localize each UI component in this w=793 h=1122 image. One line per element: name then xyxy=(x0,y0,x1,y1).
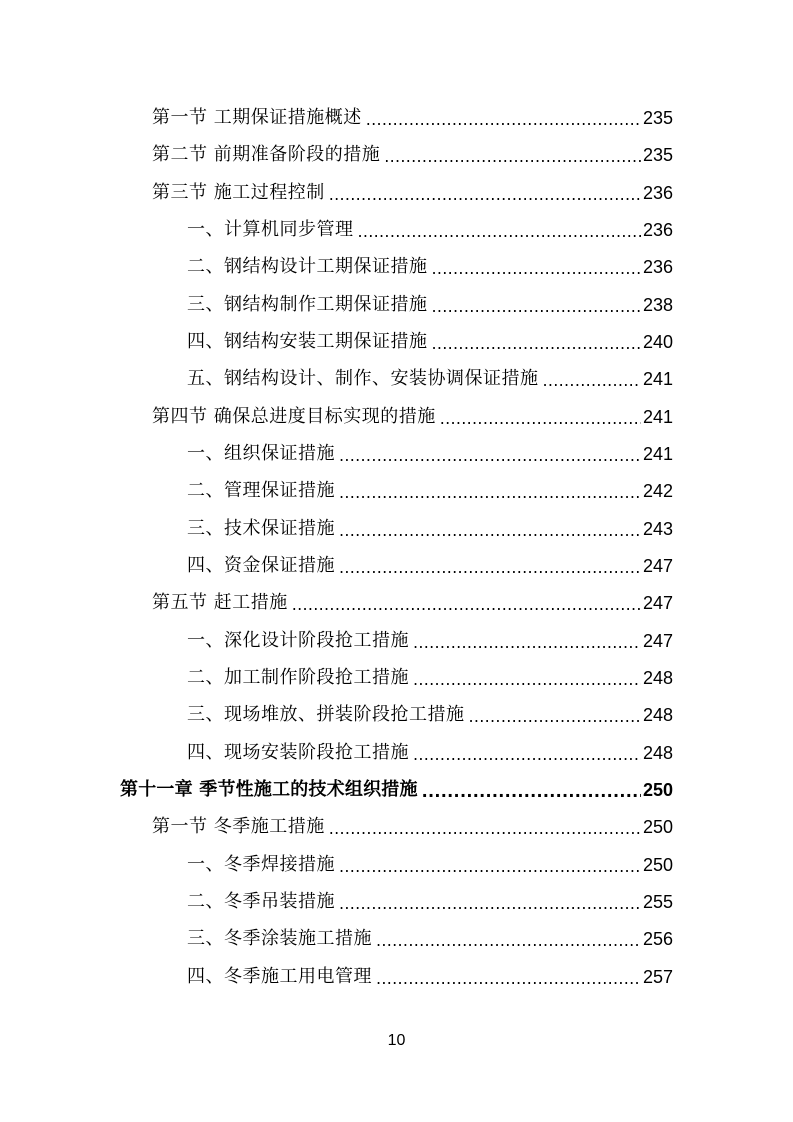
toc-entry[interactable] xyxy=(152,175,673,205)
toc-entry-page: 236 xyxy=(642,183,673,203)
toc-entry-page: 250 xyxy=(642,855,673,875)
toc-leader-dots xyxy=(339,479,641,503)
toc-entry-label: 四、钢结构安装工期保证措施 xyxy=(187,331,428,352)
toc-entry-label: 二、加工制作阶段抢工措施 xyxy=(187,667,409,688)
toc-entry[interactable] xyxy=(187,847,673,877)
toc-entry[interactable] xyxy=(187,921,673,951)
toc-leader-dots xyxy=(329,815,641,839)
toc-entry[interactable] xyxy=(187,548,673,578)
toc-leader-dots xyxy=(339,442,641,466)
toc-entry-page: 250 xyxy=(642,780,673,800)
toc-leader-dots xyxy=(432,255,641,279)
toc-leader-dots xyxy=(432,293,641,317)
toc-entry-page: 240 xyxy=(642,332,673,352)
toc-entry-page: 236 xyxy=(642,220,673,240)
toc-entry-label: 第二节 前期准备阶段的措施 xyxy=(152,144,381,165)
toc-entry-label: 一、计算机同步管理 xyxy=(187,219,354,240)
toc-leader-dots xyxy=(469,703,641,727)
toc-entry-label: 四、冬季施工用电管理 xyxy=(187,966,372,987)
toc-entry[interactable] xyxy=(187,361,673,391)
toc-entry-page: 247 xyxy=(642,556,673,576)
toc-entry-page: 243 xyxy=(642,519,673,539)
toc-entry-page: 257 xyxy=(642,967,673,987)
toc-entry-label: 第五节 赶工措施 xyxy=(152,592,288,613)
toc-entry-label: 第一节 冬季施工措施 xyxy=(152,816,325,837)
toc-entry[interactable] xyxy=(187,324,673,354)
toc-leader-dots xyxy=(376,927,641,951)
toc-entry-page: 241 xyxy=(642,444,673,464)
toc-leader-dots xyxy=(422,778,641,802)
toc-entry[interactable] xyxy=(152,585,673,615)
toc-entry-page: 247 xyxy=(642,631,673,651)
toc-entry[interactable] xyxy=(187,735,673,765)
toc-entry-label: 四、现场安装阶段抢工措施 xyxy=(187,742,409,763)
toc-leader-dots xyxy=(339,554,641,578)
page-number: 10 xyxy=(387,1032,406,1049)
toc-entry-label: 第四节 确保总进度目标实现的措施 xyxy=(152,406,436,427)
toc-entry[interactable] xyxy=(187,249,673,279)
toc-entry-page: 238 xyxy=(642,295,673,315)
toc-entry-page: 241 xyxy=(642,407,673,427)
toc-entry-label: 四、资金保证措施 xyxy=(187,555,335,576)
toc-entry-label: 一、组织保证措施 xyxy=(187,443,335,464)
toc-leader-dots xyxy=(339,853,641,877)
toc-entry-page: 247 xyxy=(642,593,673,613)
toc-entry-page: 235 xyxy=(642,145,673,165)
toc-entry-label: 三、钢结构制作工期保证措施 xyxy=(187,294,428,315)
toc-entry[interactable] xyxy=(152,399,673,429)
toc-entry-label: 三、技术保证措施 xyxy=(187,518,335,539)
toc-entry-page: 235 xyxy=(642,108,673,128)
toc-entry-page: 248 xyxy=(642,705,673,725)
toc-entry[interactable] xyxy=(187,623,673,653)
toc-leader-dots xyxy=(413,666,641,690)
toc-leader-dots xyxy=(543,367,641,391)
toc-entry-label: 第三节 施工过程控制 xyxy=(152,182,325,203)
toc-entry-label: 二、钢结构设计工期保证措施 xyxy=(187,256,428,277)
toc-entry-label: 一、冬季焊接措施 xyxy=(187,854,335,875)
toc-entry[interactable] xyxy=(187,697,673,727)
toc-leader-dots xyxy=(413,629,641,653)
toc-leader-dots xyxy=(432,330,641,354)
toc-leader-dots xyxy=(339,517,641,541)
toc-entry-page: 256 xyxy=(642,929,673,949)
toc-leader-dots xyxy=(358,218,641,242)
toc-entry[interactable] xyxy=(187,511,673,541)
toc-entry-label: 二、管理保证措施 xyxy=(187,480,335,501)
toc-entry-page: 242 xyxy=(642,481,673,501)
toc-entry-label: 二、冬季吊装措施 xyxy=(187,891,335,912)
toc-entry[interactable] xyxy=(187,959,673,989)
toc-entry-label: 第一节 工期保证措施概述 xyxy=(152,107,362,128)
toc-entry[interactable] xyxy=(187,660,673,690)
toc-leader-dots xyxy=(384,143,641,167)
toc-entry[interactable] xyxy=(152,137,673,167)
toc-leader-dots xyxy=(413,741,641,765)
toc-entry[interactable] xyxy=(152,809,673,839)
toc-leader-dots xyxy=(329,181,641,205)
toc-entry-page: 248 xyxy=(642,743,673,763)
toc-entry-page: 236 xyxy=(642,257,673,277)
toc-leader-dots xyxy=(339,890,641,914)
toc-entry-label: 一、深化设计阶段抢工措施 xyxy=(187,630,409,651)
toc-entry-label: 五、钢结构设计、制作、安装协调保证措施 xyxy=(187,368,539,389)
toc-leader-dots xyxy=(440,405,641,429)
toc-leader-dots xyxy=(376,965,641,989)
toc-entry[interactable] xyxy=(187,212,673,242)
toc-entry[interactable] xyxy=(187,473,673,503)
toc-entry[interactable] xyxy=(187,287,673,317)
toc-entry-page: 248 xyxy=(642,668,673,688)
toc-entry-label: 第十一章 季节性施工的技术组织措施 xyxy=(120,779,418,800)
toc-entry-label: 三、冬季涂装施工措施 xyxy=(187,928,372,949)
toc-entry-page: 241 xyxy=(642,369,673,389)
toc-entry-label: 三、现场堆放、拼装阶段抢工措施 xyxy=(187,704,465,725)
toc-entry-page: 250 xyxy=(642,817,673,837)
toc-leader-dots xyxy=(366,106,641,130)
toc-entry[interactable] xyxy=(187,884,673,914)
toc-entry-page: 255 xyxy=(642,892,673,912)
toc-entry[interactable] xyxy=(187,436,673,466)
toc-entry[interactable] xyxy=(152,100,673,130)
toc-leader-dots xyxy=(292,591,641,615)
toc-chapter-entry[interactable] xyxy=(120,772,673,802)
